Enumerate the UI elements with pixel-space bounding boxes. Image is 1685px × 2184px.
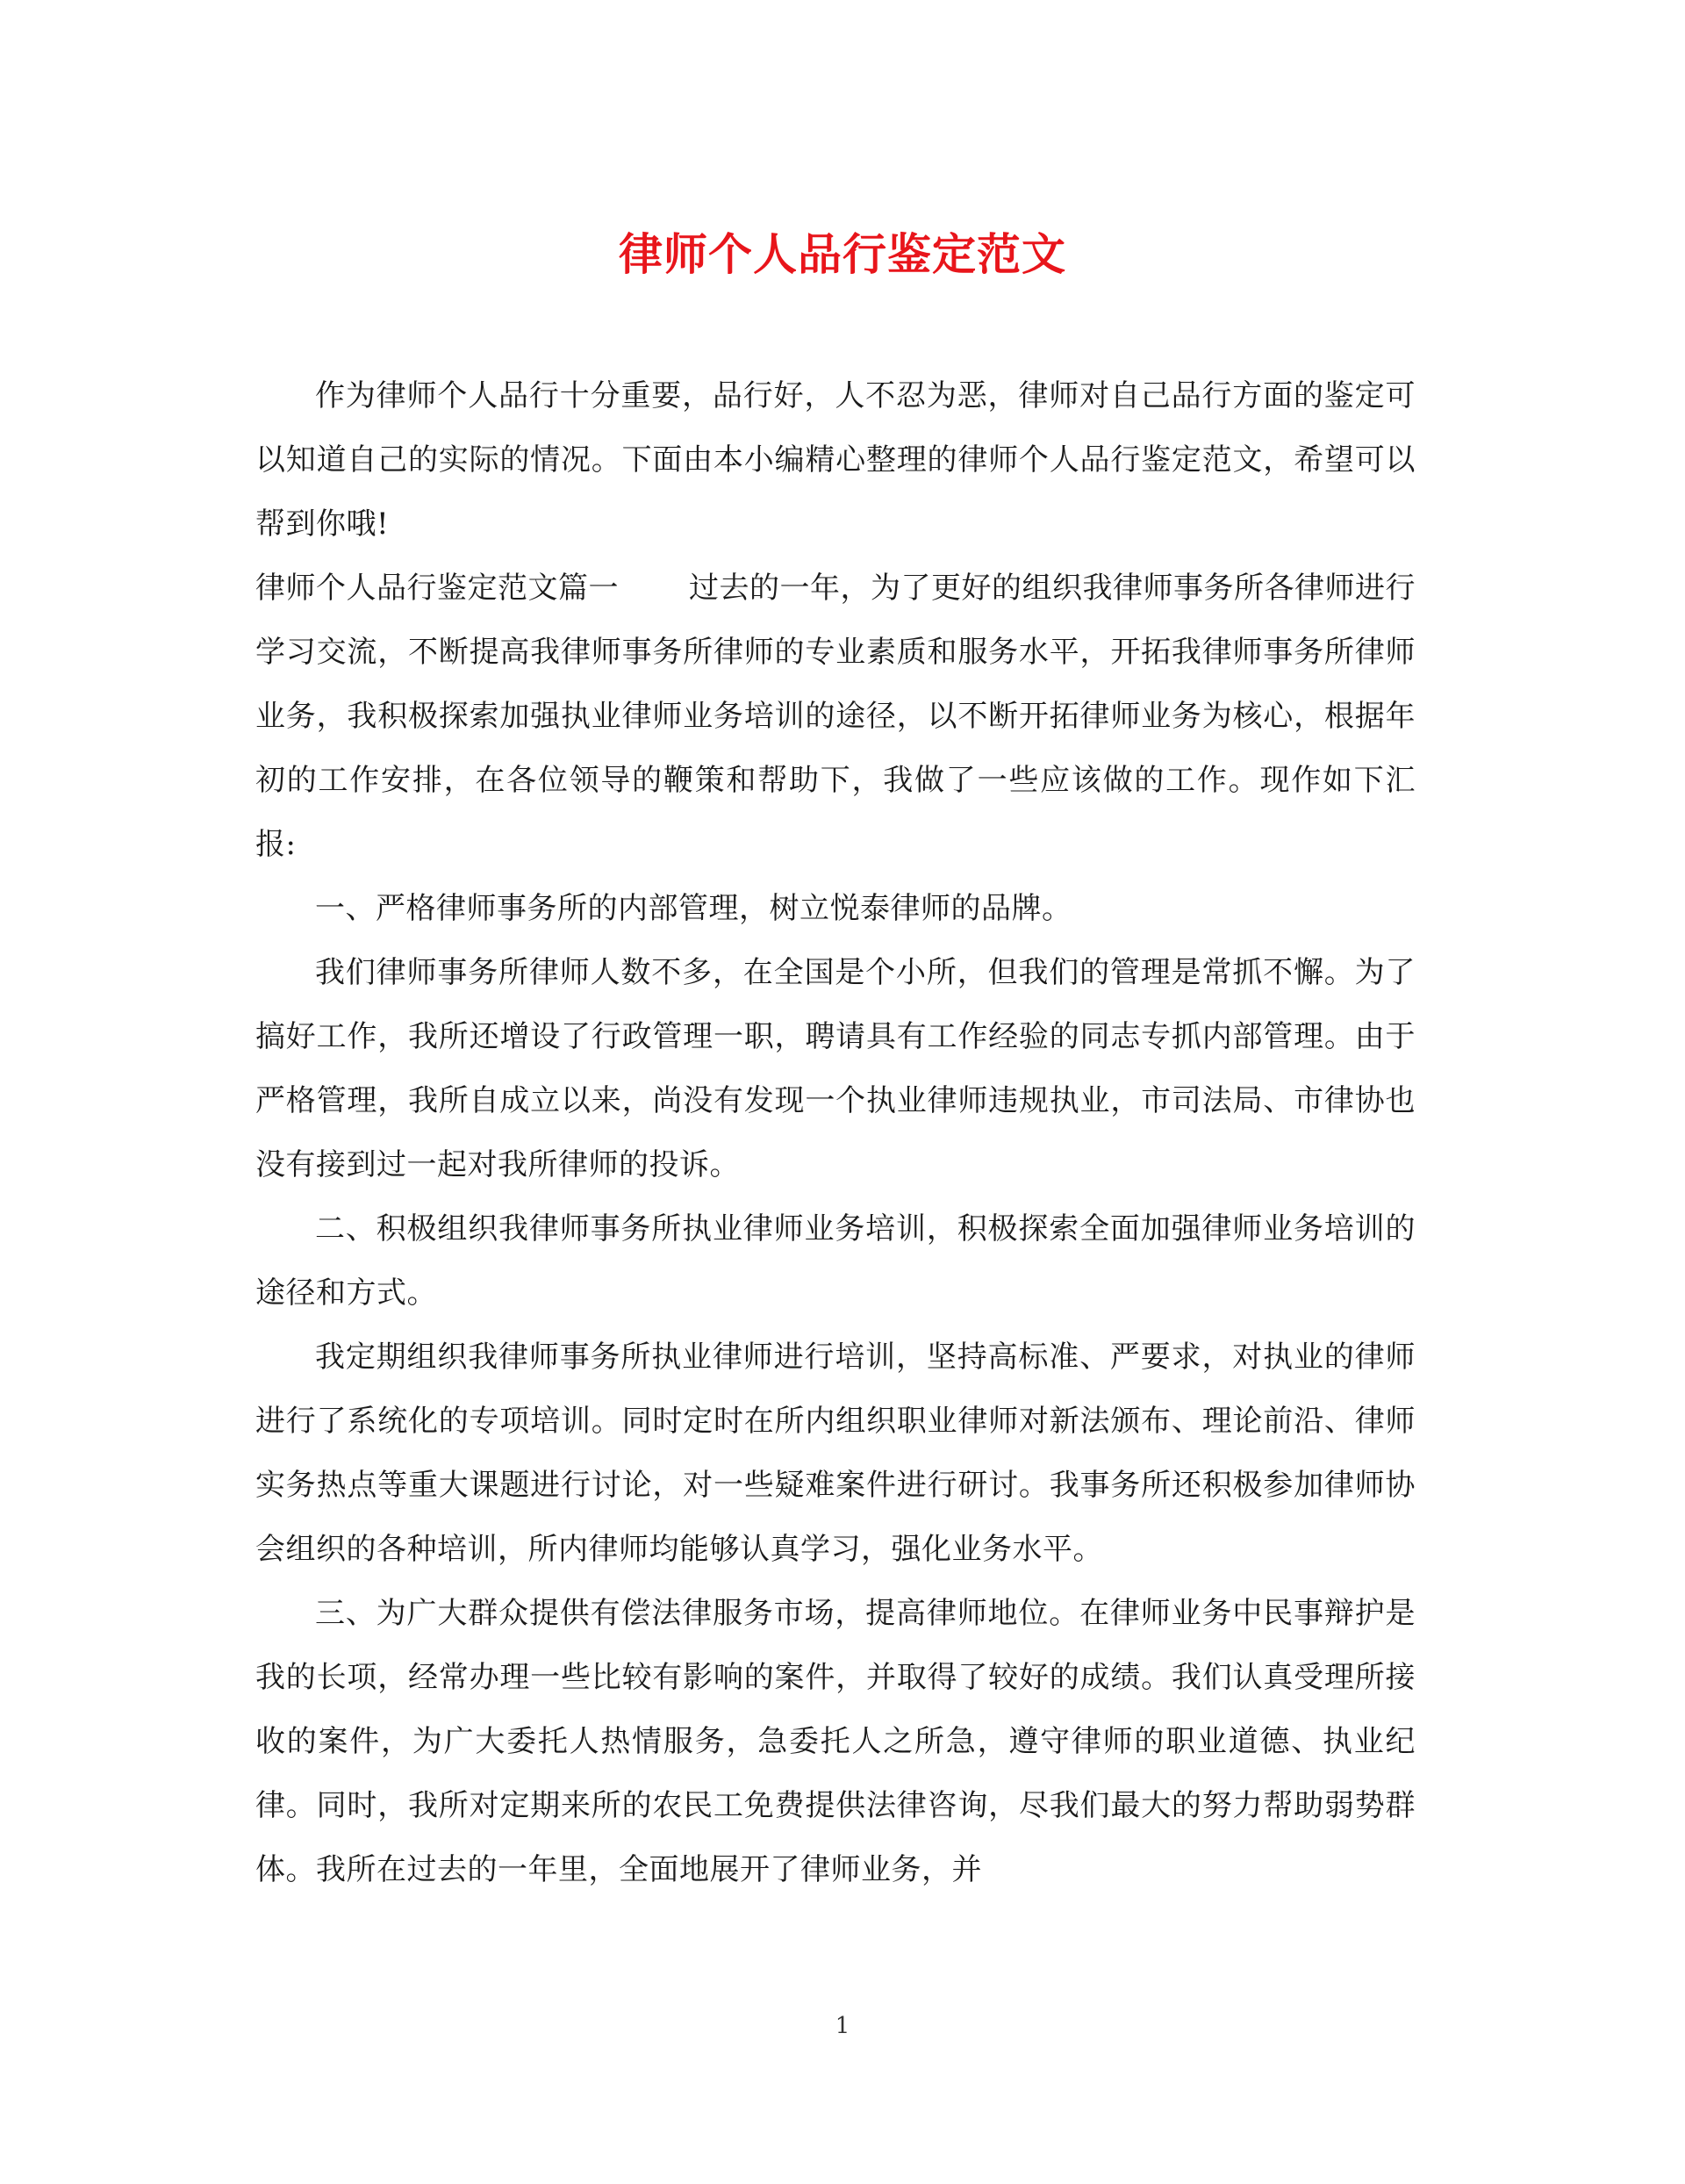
paragraph-3: 二、积极组织我律师事务所执业律师业务培训，积极探索全面加强律师业务培训的途径和方式。 xyxy=(255,1211,1416,1311)
intro-paragraph: 作为律师个人品行十分重要，品行好，人不忍为恶，律师对自己品行方面的鉴定可以知道自己的实际的情况。下面由本小编精心整理的律师个人品行鉴定范文，希望可以帮到你哦! xyxy=(255,378,1416,542)
section-lead: 过去的一年，为了更好的组织我律师事务所各律师进行学习交流，不断提高我律师事务所律师的专业素质和服务水平，开拓我律师事务所律师业务，我积极探索加强执业律师业务培训的途径，以不断开拓律师业务为核心，根据年初的工作安排，在各位领导的鞭策和帮助下，我做了一些应该做的工作。现作如下汇报: xyxy=(255,571,1416,862)
section-heading: 律师个人品行鉴定范文篇一 xyxy=(255,571,619,606)
paragraph-2: 我们律师事务所律师人数不多，在全国是个小所，但我们的管理是常抓不懈。为了搞好工作，我所还增设了行政管理一职，聘请具有工作经验的同志专抓内部管理。由于严格管理，我所自成立以来，尚没有发现一个执业律师违规执业，市司法局、市律协也没有接到过一起对我所律师的投诉。 xyxy=(255,955,1416,1182)
paragraph-1: 一、严格律师事务所的内部管理，树立悦泰律师的品牌。 xyxy=(315,891,1072,926)
paragraph-4: 我定期组织我律师事务所执业律师进行培训，坚持高标准、严要求，对执业的律师进行了系统化的专项培训。同时定时在所内组织职业律师对新法颁布、理论前沿、律师实务热点等重大课题进行讨论，对一些疑难案件进行研讨。我事务所还积极参加律师协会组织的各种培训，所内律师均能够认真学习，强化业务水平。 xyxy=(255,1340,1416,1567)
paragraph-5: 三、为广大群众提供有偿法律服务市场，提高律师地位。在律师业务中民事辩护是我的长项，经常办理一些比较有影响的案件，并取得了较好的成绩。我们认真受理所接收的案件，为广大委托人热情服务，急委托人之所急，遵守律师的职业道德、执业纪律。同时，我所对定期来所的农民工免费提供法律咨询，尽我们最大的努力帮助弱势群体。我所在过去的一年里，全面地展开了律师业务，并 xyxy=(255,1596,1416,1887)
page-title: 律师个人品行鉴定范文 xyxy=(619,228,1066,280)
page-number: 1 xyxy=(835,2013,850,2039)
section-paragraph-1 xyxy=(255,557,1416,877)
document-body xyxy=(255,364,1416,1902)
